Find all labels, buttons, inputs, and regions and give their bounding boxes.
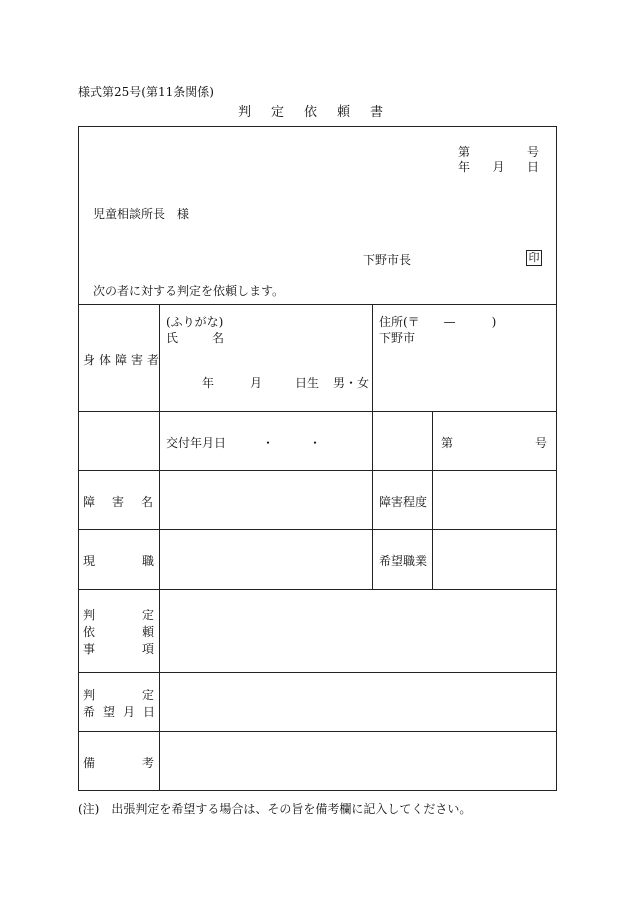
issue-number-prefix: 第 (458, 145, 471, 159)
sender: 下野市長 (363, 253, 412, 267)
name-label-second: 名 (211, 331, 224, 345)
person-section-label-text: 身体障害者 (83, 353, 164, 367)
rule-request-bottom (78, 672, 557, 673)
addressee: 児童相談所長 様 (93, 207, 190, 221)
person-section-label (83, 351, 164, 368)
disability-degree-label: 障害程度 (379, 495, 428, 509)
birth-month: 月 (250, 376, 263, 390)
rule-right-column (432, 411, 433, 589)
sex: 男・女 (333, 376, 370, 390)
certificate-number-suffix: 号 (534, 436, 547, 450)
address-label: 住所(〒 — ) (379, 315, 497, 329)
judgment-request-label-3: 事項 (83, 642, 202, 656)
rule-header-bottom (78, 304, 557, 305)
issue-date-month: 月 (492, 160, 505, 174)
rule-person-bottom (78, 411, 557, 412)
rule-certificate-bottom (78, 470, 557, 471)
birth-year: 年 (202, 376, 215, 390)
name-label-first: 氏 (166, 331, 179, 345)
birth-day: 日生 (295, 376, 320, 390)
issue-date-label: 交付年月日 (166, 436, 227, 450)
address-city: 下野市 (379, 331, 416, 345)
desired-job-label: 希望職業 (379, 554, 428, 568)
furigana-label: (ふりがな) (166, 315, 224, 329)
request-text: 次の者に対する判定を依頼します。 (93, 284, 285, 298)
judgment-request-label-1: 判定 (83, 608, 202, 622)
judgment-date-label-2: 希望月日 (83, 705, 164, 719)
rule-middle-column (372, 304, 373, 589)
current-job-label: 現職 (83, 554, 202, 568)
rule-job-bottom (78, 589, 557, 590)
issue-date-dot-1: ・ (262, 436, 275, 450)
issue-date-dot-2: ・ (309, 436, 322, 450)
judgment-request-label-2: 依頼 (83, 625, 202, 639)
rule-date-bottom (78, 731, 557, 732)
footnote: (注) 出張判定を希望する場合は、その旨を備考欄に記入してください。 (78, 802, 472, 816)
seal-mark: 印 (526, 250, 542, 266)
disability-name-label: 障害名 (83, 495, 171, 509)
issue-number-suffix: 号 (526, 145, 539, 159)
issue-date-day: 日 (526, 160, 539, 174)
issue-date-year: 年 (458, 160, 471, 174)
name-label (166, 329, 224, 346)
form-number: 様式第25号(第11条関係) (78, 85, 214, 99)
remarks-label: 備考 (83, 756, 202, 770)
issue-date (458, 158, 539, 175)
judgment-date-label-1: 判定 (83, 688, 202, 702)
form-title: 判定依頼書 (238, 105, 404, 120)
certificate-number (441, 434, 547, 451)
rule-disability-bottom (78, 529, 557, 530)
certificate-number-prefix: 第 (441, 436, 454, 450)
